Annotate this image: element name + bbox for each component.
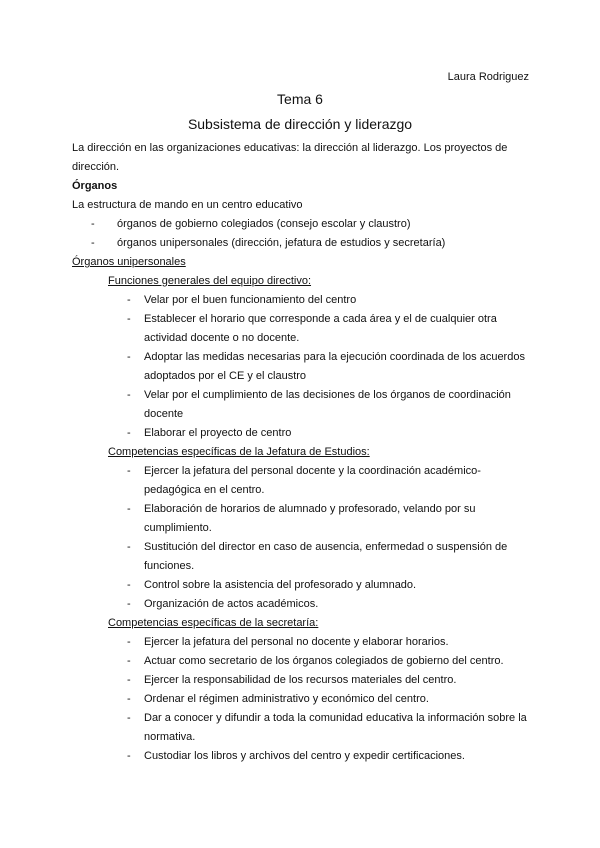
- list-item-text: Ejercer la jefatura del personal no docente y elaborar horarios.: [144, 636, 449, 648]
- list-item: [72, 690, 532, 709]
- section-title: Funciones generales del equipo directivo:: [108, 275, 312, 287]
- document-title: Tema 6: [277, 91, 323, 107]
- list-item: [72, 709, 532, 747]
- list-item-text: Elaboración de horarios de alumnado y profesorado, velando por su cumplimiento.: [144, 503, 476, 534]
- list-item: [72, 291, 532, 310]
- list-item-text: Dar a conocer y difundir a toda la comunidad educativa la información sobre la normativa.: [144, 712, 527, 743]
- list-item: [72, 652, 532, 671]
- list-item: [72, 671, 532, 690]
- section-title: Competencias específicas de la Jefatura de Estudios:: [108, 446, 370, 458]
- list-item-text: Ordenar el régimen administrativo y económico del centro.: [144, 693, 429, 705]
- document-body: [72, 139, 532, 766]
- bullet-dash: -: [127, 598, 131, 610]
- document-subtitle: Subsistema de dirección y liderazgo: [187, 116, 413, 132]
- list-item-text: Organización de actos académicos.: [144, 598, 319, 610]
- section-title: Competencias específicas de la secretaría:: [108, 617, 319, 629]
- bullet-dash: -: [127, 693, 131, 705]
- organos-lead: La estructura de mando en un centro educativo: [72, 199, 303, 211]
- unipersonales-heading: Órganos unipersonales: [72, 256, 186, 268]
- bullet-dash: -: [127, 655, 131, 667]
- list-item-text: Control sobre la asistencia del profesorado y alumnado.: [144, 579, 417, 591]
- bullet-dash: -: [91, 237, 95, 249]
- list-item: [72, 215, 532, 234]
- bullet-dash: -: [127, 313, 131, 325]
- bullet-dash: -: [127, 427, 131, 439]
- bullet-dash: -: [127, 579, 131, 591]
- bullet-dash: -: [127, 712, 131, 724]
- bullet-dash: -: [127, 294, 131, 306]
- list-item-text: órganos de gobierno colegiados (consejo escolar y claustro): [117, 218, 411, 230]
- list-item: [72, 234, 532, 253]
- bullet-dash: -: [127, 351, 131, 363]
- list-item-text: órganos unipersonales (dirección, jefatura de estudios y secretaría): [117, 237, 446, 249]
- list-item: [72, 500, 532, 538]
- list-item-text: Custodiar los libros y archivos del centro y expedir certificaciones.: [144, 750, 465, 762]
- list-item: [72, 633, 532, 652]
- list-item: [72, 595, 532, 614]
- intro-paragraph: La dirección en las organizaciones educativas: la dirección al liderazgo. Los proyectos de dirección.: [72, 142, 508, 173]
- list-item-text: Velar por el cumplimiento de las decisiones de los órganos de coordinación docente: [144, 389, 511, 420]
- list-item: [72, 310, 532, 348]
- list-item: [72, 424, 532, 443]
- bullet-dash: -: [127, 389, 131, 401]
- bullet-dash: -: [127, 541, 131, 553]
- list-item: [72, 747, 532, 766]
- list-item: [72, 538, 532, 576]
- organos-heading: Órganos: [72, 180, 118, 192]
- list-item: [72, 386, 532, 424]
- list-item-text: Ejercer la responsabilidad de los recursos materiales del centro.: [144, 674, 457, 686]
- bullet-dash: -: [127, 465, 131, 477]
- bullet-dash: -: [127, 750, 131, 762]
- list-item-text: Velar por el buen funcionamiento del centro: [144, 294, 357, 306]
- list-item-text: Sustitución del director en caso de ausencia, enfermedad o suspensión de funciones.: [144, 541, 508, 572]
- list-item-text: Actuar como secretario de los órganos colegiados de gobierno del centro.: [144, 655, 504, 667]
- bullet-dash: -: [127, 503, 131, 515]
- list-item-text: Ejercer la jefatura del personal docente y la coordinación académico-pedagógica en el centro.: [144, 465, 481, 496]
- author-name: Laura Rodriguez: [447, 71, 529, 83]
- bullet-dash: -: [91, 218, 95, 230]
- bullet-dash: -: [127, 674, 131, 686]
- bullet-dash: -: [127, 636, 131, 648]
- list-item: [72, 576, 532, 595]
- list-item: [72, 462, 532, 500]
- list-item-text: Elaborar el proyecto de centro: [144, 427, 292, 439]
- list-item: [72, 348, 532, 386]
- list-item-text: Adoptar las medidas necesarias para la ejecución coordinada de los acuerdos adoptados por el CE y el claustro: [144, 351, 525, 382]
- list-item-text: Establecer el horario que corresponde a cada área y el de cualquier otra actividad docente o no docente.: [144, 313, 497, 344]
